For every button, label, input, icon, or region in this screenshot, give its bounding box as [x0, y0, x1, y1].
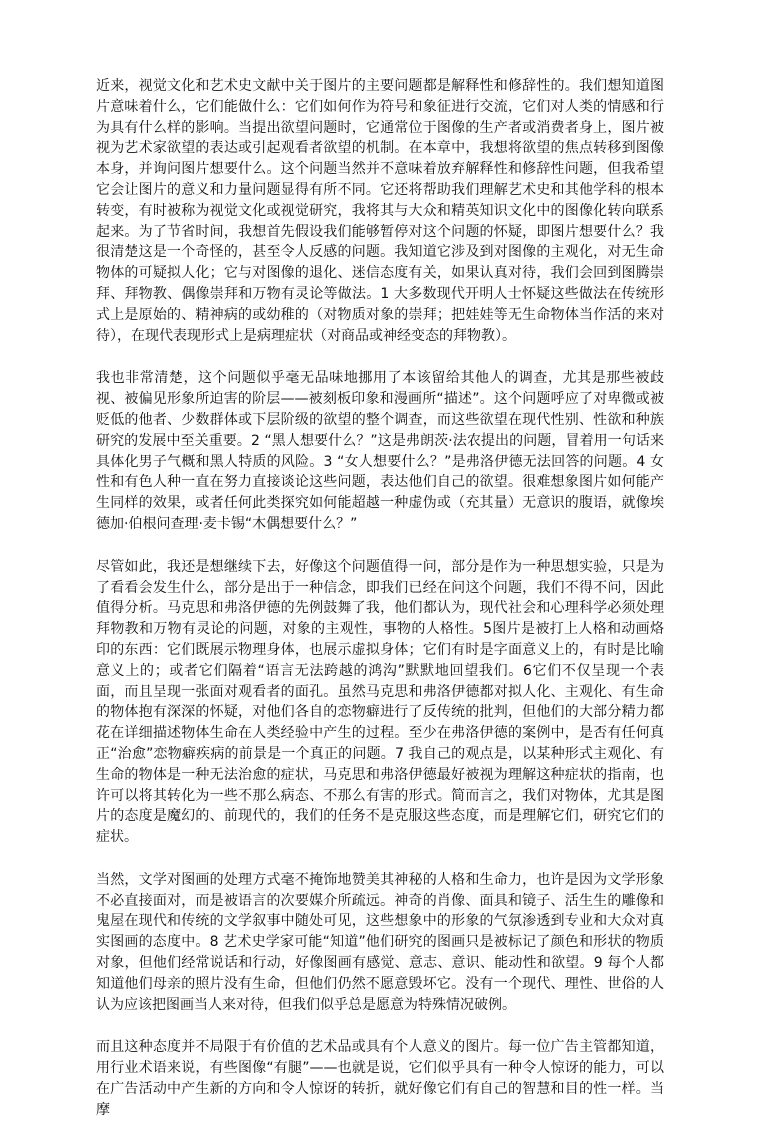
paragraph-5: 而且这种态度并不局限于有价值的艺术品或具有个人意义的图片。每一位广告主管都知道，用行业术语来说，有些图像“有腿”——也就是说，它们似乎具有一种令人惊讶的能力，可以在广告活动中产生新的方向和令人惊讶的转折，就好像它们有自己的智慧和目的性一样。当摩 — [96, 1039, 664, 1118]
paragraph-2: 我也非常清楚，这个问题似乎毫无品味地挪用了本该留给其他人的调查，尤其是那些被歧视、被偏见形象所迫害的阶层——被刻板印象和漫画所“描述”。这个问题呼应了对卑微或被贬低的他者、少数群体或下层阶级的欲望的整个调查，而这些欲望在现代性别、性欲和种族研究的发展中至关重要。2 “黑人想要什么？”这是弗朗茨·法农提出的问题，冒着用一句话来具体化男子气概和黑人特质的风险。3 “女人想要什么？”是弗洛伊德无法回答的问题。4 女性和有色人种一直在努力直接谈论这些问题，表达他们自己的欲望。很难想象图片如何能产生同样的效果，或者任何此类探究如何能超越一种虚伪或（充其量）无意识的腹语，就像埃德加·伯根问查理·麦卡锡“木偶想要什么？” — [96, 370, 664, 532]
paragraph-3: 尽管如此，我还是想继续下去，好像这个问题值得一问，部分是作为一种思想实验，只是为了看看会发生什么，部分是出于一种信念，即我们已经在问这个问题，我们不得不问，因此值得分析。马克思和弗洛伊德的先例鼓舞了我，他们都认为，现代社会和心理科学必须处理拜物教和万物有灵论的问题，对象的主观性，事物的人格性。5图片是被打上人格和动画烙印的东西：它们既展示物理身体，也展示虚拟身体；它们有时是字面意义上的，有时是比喻意义上的；或者它们隔着“语言无法跨越的鸿沟”默默地回望我们。6它们不仅呈现一个表面，而且呈现一张面对观看者的面孔。虽然马克思和弗洛伊德都对拟人化、主观化、有生命的物体抱有深深的怀疑，对他们各自的恋物癖进行了反传统的批判，但他们的大部分精力都花在详细描述物体生命在人类经验中产生的过程。至少在弗洛伊德的案例中，是否有任何真正“治愈”恋物癖疾病的前景是一个真正的问题。7 我自己的观点是，以某种形式主观化、有生命的物体是一种无法治愈的症状，马克思和弗洛伊德最好被视为理解这种症状的指南，也许可以将其转化为一些不那么病态、不那么有害的形式。简而言之，我们对物体，尤其是图片的态度是魔幻的、前现代的，我们的任务不是克服这些态度，而是理解它们，研究它们的症状。 — [96, 558, 664, 846]
document-page — [96, 76, 664, 1121]
paragraph-1: 近来，视觉文化和艺术史文献中关于图片的主要问题都是解释性和修辞性的。我们想知道图片意味着什么，它们能做什么：它们如何作为符号和象征进行交流，它们对人类的情感和行为具有什么样的影响。当提出欲望问题时，它通常位于图像的生产者或消费者身上，图片被视为艺术家欲望的表达或引起观看者欲望的机制。在本章中，我想将欲望的焦点转移到图像本身，并询问图片想要什么。这个问题当然并不意味着放弃解释性和修辞性问题，但我希望它会让图片的意义和力量问题显得有所不同。它还将帮助我们理解艺术史和其他学科的根本转变，有时被称为视觉文化或视觉研究，我将其与大众和精英知识文化中的图像化转向联系起来。为了节省时间，我想首先假设我们能够暂停对这个问题的怀疑，即图片想要什么？我很清楚这是一个奇怪的，甚至令人反感的问题。我知道它涉及到对图像的主观化，对无生命物体的可疑拟人化；它与对图像的退化、迷信态度有关，如果认真对待，我们会回到图腾崇拜、拜物教、偶像崇拜和万物有灵论等做法。1 大多数现代开明人士怀疑这些做法在传统形式上是原始的、精神病的或幼稚的（对物质对象的崇拜；把娃娃等无生命物体当作活的来对待），在现代表现形式上是病理症状（对商品或神经变态的拜物教）。 — [96, 78, 664, 344]
paragraph-4: 当然，文学对图画的处理方式毫不掩饰地赞美其神秘的人格和生命力，也许是因为文学形象不必直接面对，而是被语言的次要媒介所疏远。神奇的肖像、面具和镜子、活生生的雕像和鬼屋在现代和传统的文学叙事中随处可见，这些想象中的形象的气氛渗透到专业和大众对真实图画的态度中。8 艺术史学家可能“知道”他们研究的图画只是被标记了颜色和形状的物质对象，但他们经常说话和行动，好像图画有感觉、意志、意识、能动性和欲望。9 每个人都知道他们母亲的照片没有生命，但他们仍然不愿意毁坏它。没有一个现代、理性、世俗的人认为应该把图画当人来对待，但我们似乎总是愿意为特殊情况破例。 — [96, 871, 664, 1013]
